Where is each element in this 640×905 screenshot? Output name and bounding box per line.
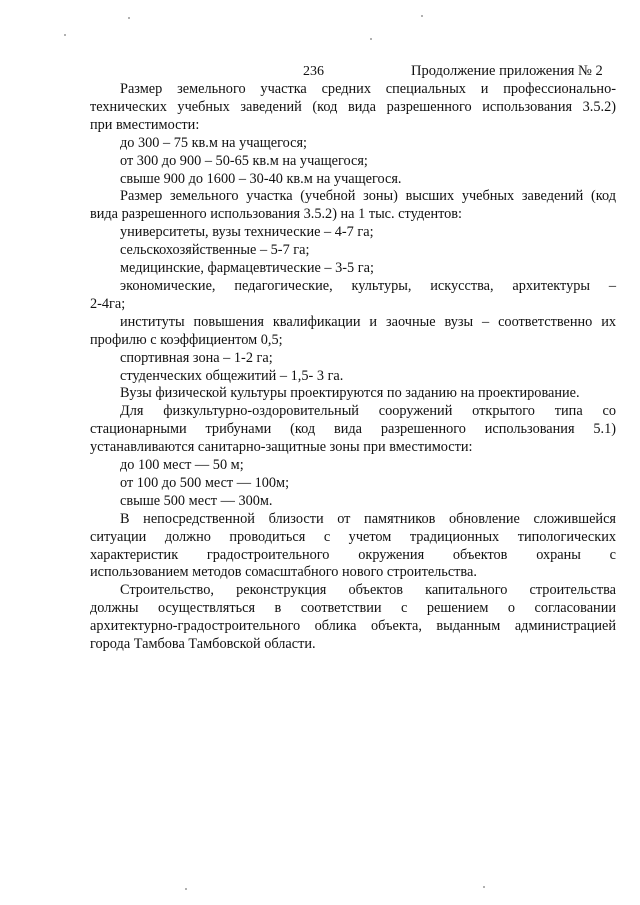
list-item: от 100 до 500 мест — 100м; (120, 474, 290, 491)
list-item: от 300 до 900 – 50-65 кв.м на учащегося; (120, 152, 368, 169)
text-line: при вместимости: (90, 116, 200, 133)
text-line: устанавливаются санитарно-защитные зоны при вместимости: (90, 439, 473, 456)
text-line: Для физкультурно-оздоровительный сооружений открытого типа со (120, 403, 616, 420)
list-item: медицинские, фармацевтические – 3-5 га; (120, 260, 374, 277)
scan-speck (185, 888, 187, 890)
list-item: университеты, вузы технические – 4-7 га; (120, 224, 374, 241)
list-item: до 100 мест — 50 м; (120, 457, 244, 474)
text-line: технических учебных заведений (код вида разрешенного использования 3.5.2) (90, 98, 616, 115)
text-line: Размер земельного участка (учебной зоны) высших учебных заведений (код (120, 188, 616, 205)
text-line: вида разрешенного использования 3.5.2) на 1 тыс. студентов: (90, 206, 463, 223)
list-item: студенческих общежитий – 1,5- 3 га. (120, 367, 344, 384)
text-line: использованием методов сомасштабного нового строительства. (90, 564, 477, 581)
scan-speck (370, 38, 372, 40)
scan-speck (64, 34, 66, 36)
text-line: Вузы физической культуры проектируются по заданию на проектирование. (120, 385, 580, 402)
text-line: ситуации должно проводиться с учетом традиционных типологических (90, 528, 616, 545)
scan-speck (128, 17, 130, 19)
list-item: сельскохозяйственные – 5-7 га; (120, 242, 310, 259)
appendix-continuation-label: Продолжение приложения № 2 (411, 63, 603, 79)
text-line: 2-4га; (90, 295, 126, 312)
text-line: профилю с коэффициентом 0,5; (90, 331, 283, 348)
scan-speck (483, 886, 485, 888)
text-line: Строительство, реконструкция объектов капитального строительства (120, 582, 616, 599)
list-item: до 300 – 75 кв.м на учащегося; (120, 134, 308, 151)
page-number: 236 (303, 64, 324, 79)
text-line: архитектурно-градостроительного облика объекта, выданным администрацией (90, 618, 616, 635)
text-line: должны осуществляться в соответствии с решением о согласовании (90, 600, 616, 617)
text-line: города Тамбова Тамбовской области. (90, 636, 316, 653)
document-body (90, 81, 616, 654)
text-line: характеристик градостроительного окружения объектов охраны с (90, 546, 616, 563)
list-item: спортивная зона – 1-2 га; (120, 349, 273, 366)
scan-speck (421, 15, 423, 17)
list-item: свыше 500 мест — 300м. (120, 492, 273, 509)
list-item: свыше 900 до 1600 – 30-40 кв.м на учащегося. (120, 170, 402, 187)
list-item: институты повышения квалификации и заочные вузы – соответственно их (120, 313, 616, 330)
text-line: В непосредственной близости от памятников обновление сложившейся (120, 510, 616, 527)
text-line: стационарными трибунами (код вида разрешенного использования 5.1) (90, 421, 616, 438)
text-line: Размер земельного участка средних специальных и профессионально- (120, 81, 616, 97)
list-item: экономические, педагогические, культуры, искусства, архитектуры – (120, 277, 616, 294)
